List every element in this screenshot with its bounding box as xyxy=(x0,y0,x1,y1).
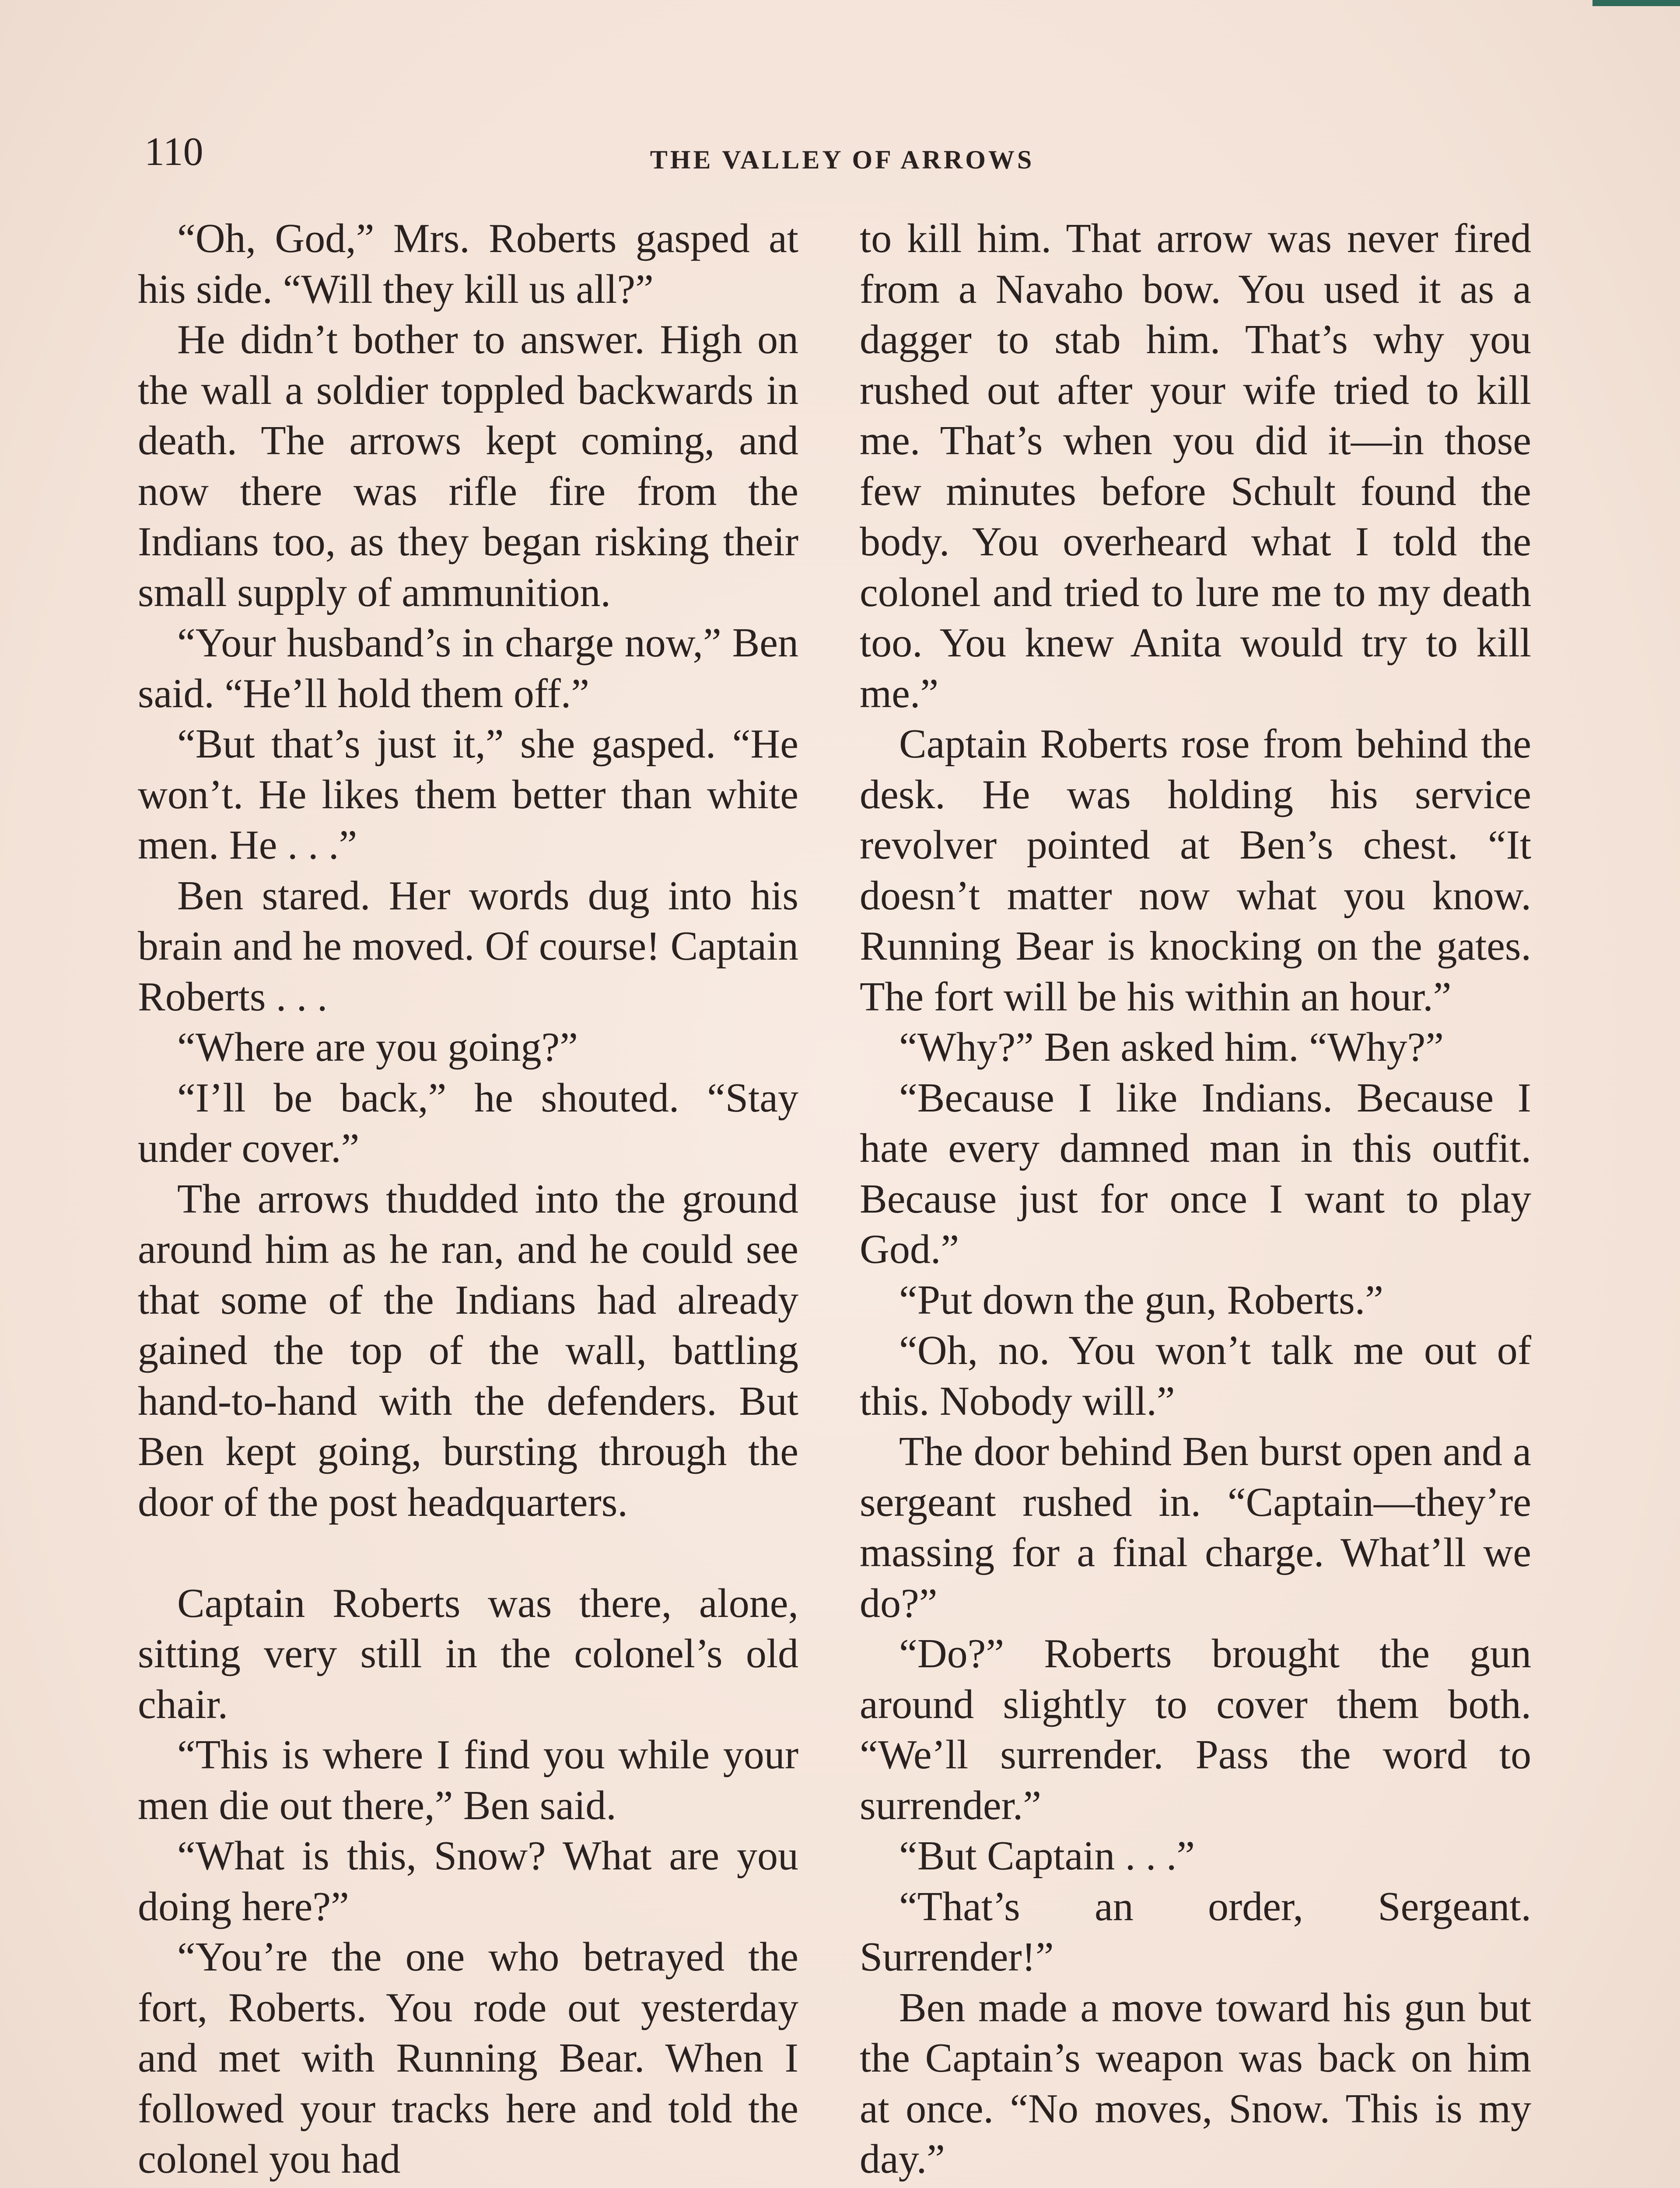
paragraph: “Why?” Ben asked him. “Why?” xyxy=(899,1024,1444,1070)
page-number: 110 xyxy=(144,129,203,174)
paragraph: “I’ll be back,” he shouted. “Stay under cover.” xyxy=(138,1075,798,1171)
paragraph: “Your husband’s in charge now,” Ben said. “He’ll hold them off.” xyxy=(138,620,798,716)
paragraph: Ben made a move toward his gun but the Captain’s weapon was back on him at once. “No moves, Snow. This is my day.” xyxy=(860,1985,1531,2182)
paragraph: “Where are you going?” xyxy=(177,1024,578,1070)
paragraph: “Oh, no. You won’t talk me out of this. Nobody will.” xyxy=(860,1328,1531,1424)
paragraph: Ben stared. Her words dug into his brain and he moved. Of course! Captain Roberts . . . xyxy=(138,873,798,1020)
paragraph: “But Captain . . .” xyxy=(899,1833,1195,1879)
paragraph: “You’re the one who betrayed the fort, Roberts. You rode out yesterday and met with Running Bear. When I followed your tracks here and told the colonel you had xyxy=(138,1934,798,2182)
right-column xyxy=(860,214,1531,2185)
left-column xyxy=(138,214,798,2185)
section-break xyxy=(138,1528,798,1578)
edge-accent xyxy=(1592,0,1680,6)
paragraph: He didn’t bother to answer. High on the wall a soldier toppled backwards in death. The arrows kept coming, and now there was rifle fire from the Indians too, as they began risking their small supply of ammunition. xyxy=(138,317,798,615)
running-head: THE VALLEY OF ARROWS xyxy=(650,145,1035,174)
paragraph: Captain Roberts was there, alone, sitting very still in the colonel’s old chair. xyxy=(138,1580,798,1727)
paragraph: “Put down the gun, Roberts.” xyxy=(899,1277,1383,1323)
paragraph: to kill him. That arrow was never fired from a Navaho bow. You used it as a dagger to stab him. That’s why you rushed out after your wife tried to kill me. That’s when you did it—in those few minutes before Schult found the body. You overheard what I told the colonel and tried to lure me to my death too. You knew Anita would try to kill me.” xyxy=(860,216,1531,716)
paragraph: The arrows thudded into the ground around him as he ran, and he could see that some of the Indians had already gained the top of the wall, battling hand-to-hand with the defenders. But Ben kept going, bursting through the door of the post headquarters. xyxy=(138,1176,798,1525)
paragraph: “That’s an order, Sergeant. Surrender!” xyxy=(860,1883,1531,1980)
paragraph: “Because I like Indians. Because I hate every damned man in this outfit. Because just for once I want to play God.” xyxy=(860,1075,1531,1272)
paragraph: “This is where I find you while your men die out there,” Ben said. xyxy=(138,1732,798,1828)
paragraph: “What is this, Snow? What are you doing here?” xyxy=(138,1833,798,1929)
paragraph: “Oh, God,” Mrs. Roberts gasped at his side. “Will they kill us all?” xyxy=(138,216,798,312)
paragraph: “Do?” Roberts brought the gun around slightly to cover them both. “We’ll surrender. Pass the word to surrender.” xyxy=(860,1631,1531,1828)
paragraph: The door behind Ben burst open and a sergeant rushed in. “Captain—they’re massing for a final charge. What’ll we do?” xyxy=(860,1429,1531,1626)
paragraph: “But that’s just it,” she gasped. “He won’t. He likes them better than white men. He . . .” xyxy=(138,721,798,868)
paragraph: Captain Roberts rose from behind the desk. He was holding his service revolver pointed at Ben’s chest. “It doesn’t matter now what you know. Running Bear is knocking on the gates. The fort will be his within an hour.” xyxy=(860,721,1531,1020)
